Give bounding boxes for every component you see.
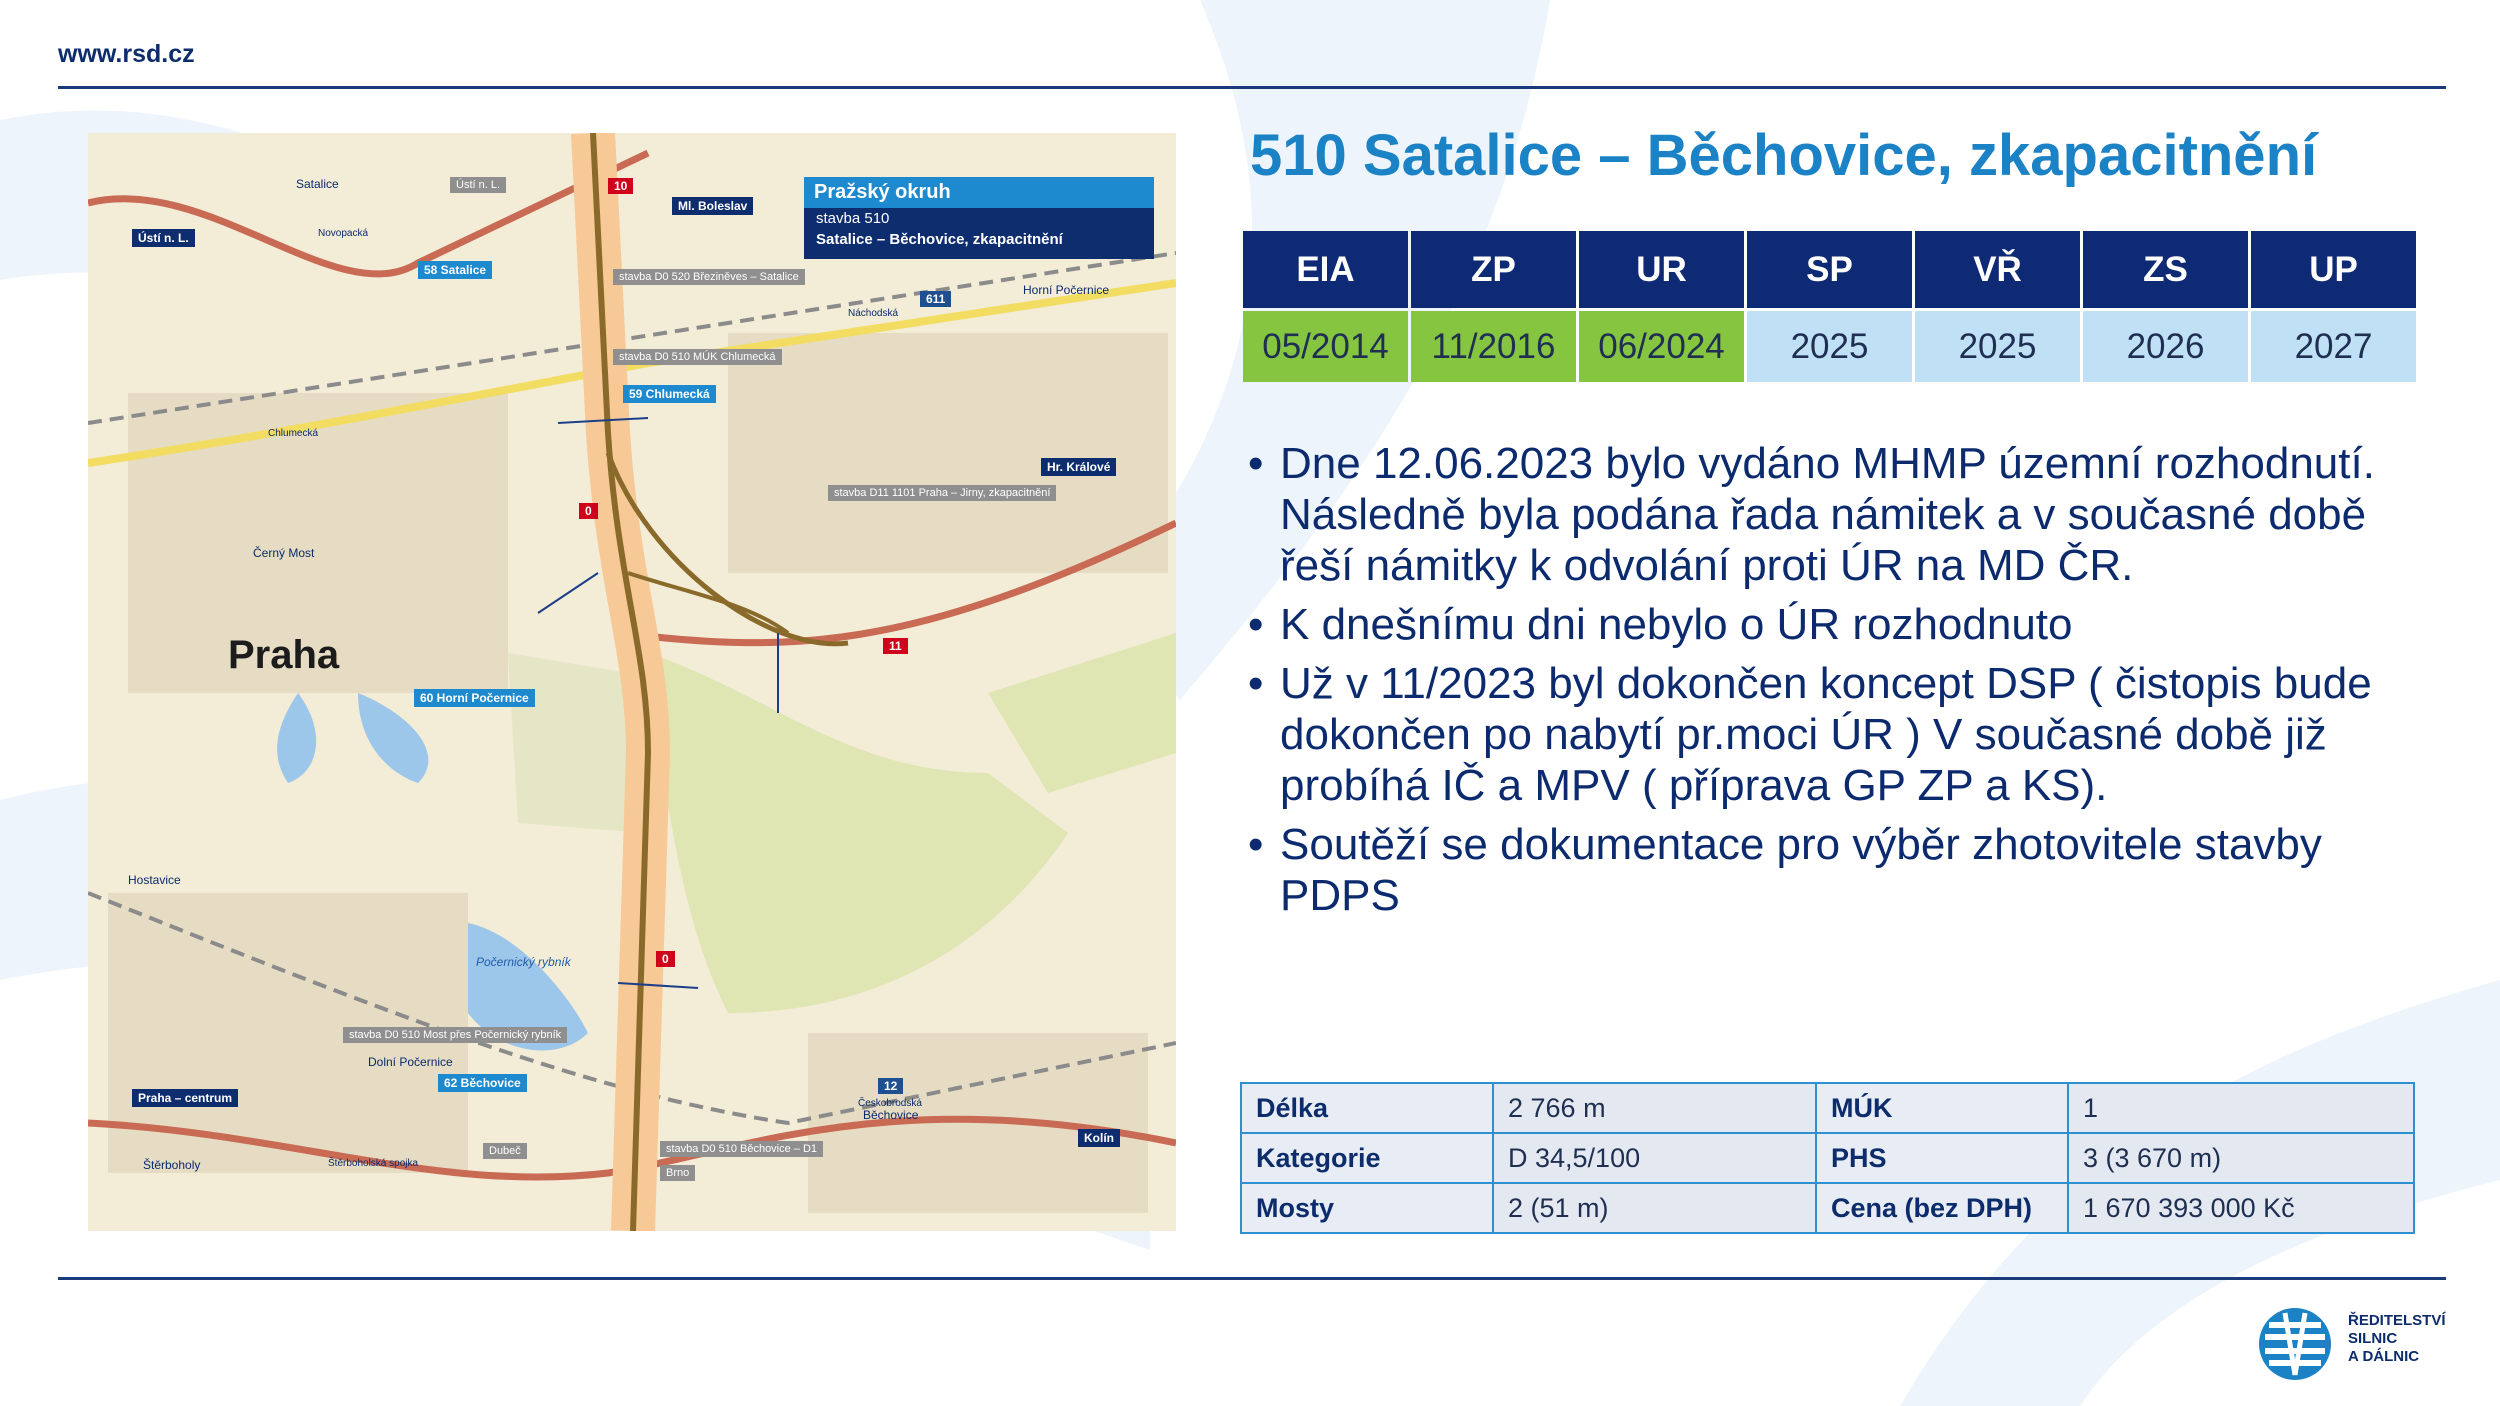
phases-value-row <box>1243 311 2416 382</box>
sign-kolin: Kolín <box>1078 1129 1120 1147</box>
place-hostavice: Hostavice <box>128 873 181 887</box>
bottom-rule <box>58 1277 2446 1280</box>
logo-line-2: SILNIC <box>2348 1330 2398 1347</box>
okruh-name: Satalice – Běchovice, zkapacitnění <box>816 231 1063 248</box>
sign-hrkralove: Hr. Králové <box>1041 458 1116 476</box>
place-bechovice: Běchovice <box>863 1108 919 1122</box>
place-satalice: Satalice <box>296 177 339 191</box>
status-bullets <box>1248 438 2428 929</box>
street-ceskobrodska: Českobrodská <box>858 1098 922 1109</box>
bullet-item: • Dne 12.06.2023 bylo vydáno MHMP územní rozhodnutí. Následně byla podána řada námitek a v současné době řeší námitky k odvolání proti ÚR na MD ČR. <box>1248 438 2428 591</box>
road-number-0-north: 0 <box>579 503 598 519</box>
bullet-item: • K dnešnímu dni nebylo o ÚR rozhodnuto <box>1248 599 2428 650</box>
place-dolni-pocernice: Dolní Počernice <box>368 1055 453 1069</box>
street-nachodska: Náchodská <box>848 308 899 319</box>
project-map <box>88 133 1176 1231</box>
phase-value-planned: 2025 <box>1747 311 1912 382</box>
urban-area <box>728 333 1168 573</box>
param-label: MÚK <box>1816 1083 2068 1133</box>
street-chlumecka: Chlumecká <box>268 428 319 439</box>
site-url[interactable]: www.rsd.cz <box>58 40 195 68</box>
okruh-legend-box <box>804 177 1154 259</box>
param-row <box>1241 1133 2414 1183</box>
phases-header-row <box>1243 231 2416 308</box>
page-title: 510 Satalice – Běchovice, zkapacitnění <box>1250 123 2318 188</box>
param-label: Cena (bez DPH) <box>1816 1183 2068 1233</box>
street-novopacka: Novopacká <box>318 228 369 239</box>
sign-exit-62: 62 Běchovice <box>438 1074 527 1092</box>
phase-value-planned: 2026 <box>2083 311 2248 382</box>
bullet-item: • Soutěží se dokumentace pro výběr zhotovitele stavby PDPS <box>1248 819 2428 921</box>
phases-table <box>1240 228 2419 385</box>
road-number-611: 611 <box>920 291 951 307</box>
okruh-stavba: stavba 510 <box>816 210 890 227</box>
param-value: 1 <box>2068 1083 2414 1133</box>
phase-header: UP <box>2251 231 2416 308</box>
phase-header: ZP <box>1411 231 1576 308</box>
phase-value-planned: 2027 <box>2251 311 2416 382</box>
top-rule <box>58 86 2446 89</box>
logo-line-1: ŘEDITELSTVÍ <box>2348 1312 2446 1329</box>
sign-brno: Brno <box>660 1165 695 1181</box>
param-row <box>1241 1183 2414 1233</box>
sign-stavba-most: stavba D0 510 Most přes Počernický rybník <box>343 1027 567 1043</box>
sign-stavba-d11: stavba D11 1101 Praha – Jirny, zkapacitnění <box>828 485 1056 501</box>
bullet-item: • Už v 11/2023 byl dokončen koncept DSP ( čistopis bude dokončen po nabytí pr.moci ÚR ) V současné době již probíhá IČ a MPV ( příprava GP ZP a KS). <box>1248 658 2428 811</box>
param-value: 3 (3 670 m) <box>2068 1133 2414 1183</box>
map-canvas <box>88 133 1176 1231</box>
sign-usti-left: Ústí n. L. <box>132 229 195 247</box>
phase-header: EIA <box>1243 231 1408 308</box>
sign-stavba-muk: stavba D0 510 MÚK Chlumecká <box>613 349 782 365</box>
param-label: PHS <box>1816 1133 2068 1183</box>
param-label: Mosty <box>1241 1183 1493 1233</box>
street-sterboholska: Štěrboholská spojka <box>328 1158 419 1169</box>
road-number-10: 10 <box>608 178 633 194</box>
phase-header: ZS <box>2083 231 2248 308</box>
phase-header: UR <box>1579 231 1744 308</box>
sign-exit-60: 60 Horní Počernice <box>414 689 535 707</box>
param-value: D 34,5/100 <box>1493 1133 1816 1183</box>
phase-value-planned: 2025 <box>1915 311 2080 382</box>
sign-mlboleslav: Ml. Boleslav <box>672 197 753 215</box>
sign-exit-58: 58 Satalice <box>418 261 492 279</box>
place-horni-pocernice: Horní Počernice <box>1023 283 1110 297</box>
param-label: Délka <box>1241 1083 1493 1133</box>
road-number-11: 11 <box>883 638 908 654</box>
sign-stavba-520: stavba D0 520 Březiněves – Satalice <box>613 269 805 285</box>
phase-value-completed: 05/2014 <box>1243 311 1408 382</box>
phase-value-completed: 06/2024 <box>1579 311 1744 382</box>
sign-usti-top: Ústí n. L. <box>450 177 506 193</box>
param-value: 1 670 393 000 Kč <box>2068 1183 2414 1233</box>
parameters-table <box>1240 1082 2415 1234</box>
logo-text <box>2348 1312 2446 1366</box>
param-value: 2 766 m <box>1493 1083 1816 1133</box>
sign-praha-centrum: Praha – centrum <box>132 1089 238 1107</box>
param-value: 2 (51 m) <box>1493 1183 1816 1233</box>
city-label: Praha <box>228 633 340 677</box>
param-row <box>1241 1083 2414 1133</box>
sign-dubec: Dubeč <box>483 1143 527 1159</box>
sign-stavba-bechovice: stavba D0 510 Běchovice – D1 <box>660 1141 823 1157</box>
logo-line-3: A DÁLNIC <box>2348 1348 2420 1365</box>
sign-exit-59: 59 Chlumecká <box>623 385 716 403</box>
phase-header: VŘ <box>1915 231 2080 308</box>
param-label: Kategorie <box>1241 1133 1493 1183</box>
okruh-title: Pražský okruh <box>804 177 1154 208</box>
phase-header: SP <box>1747 231 1912 308</box>
place-cerny-most: Černý Most <box>253 546 315 560</box>
place-pocernicky: Počernický rybník <box>476 955 571 969</box>
road-number-12: 12 <box>878 1078 903 1094</box>
road-number-0-south: 0 <box>656 951 675 967</box>
place-sterboholy: Štěrboholy <box>143 1158 201 1172</box>
phase-value-completed: 11/2016 <box>1411 311 1576 382</box>
